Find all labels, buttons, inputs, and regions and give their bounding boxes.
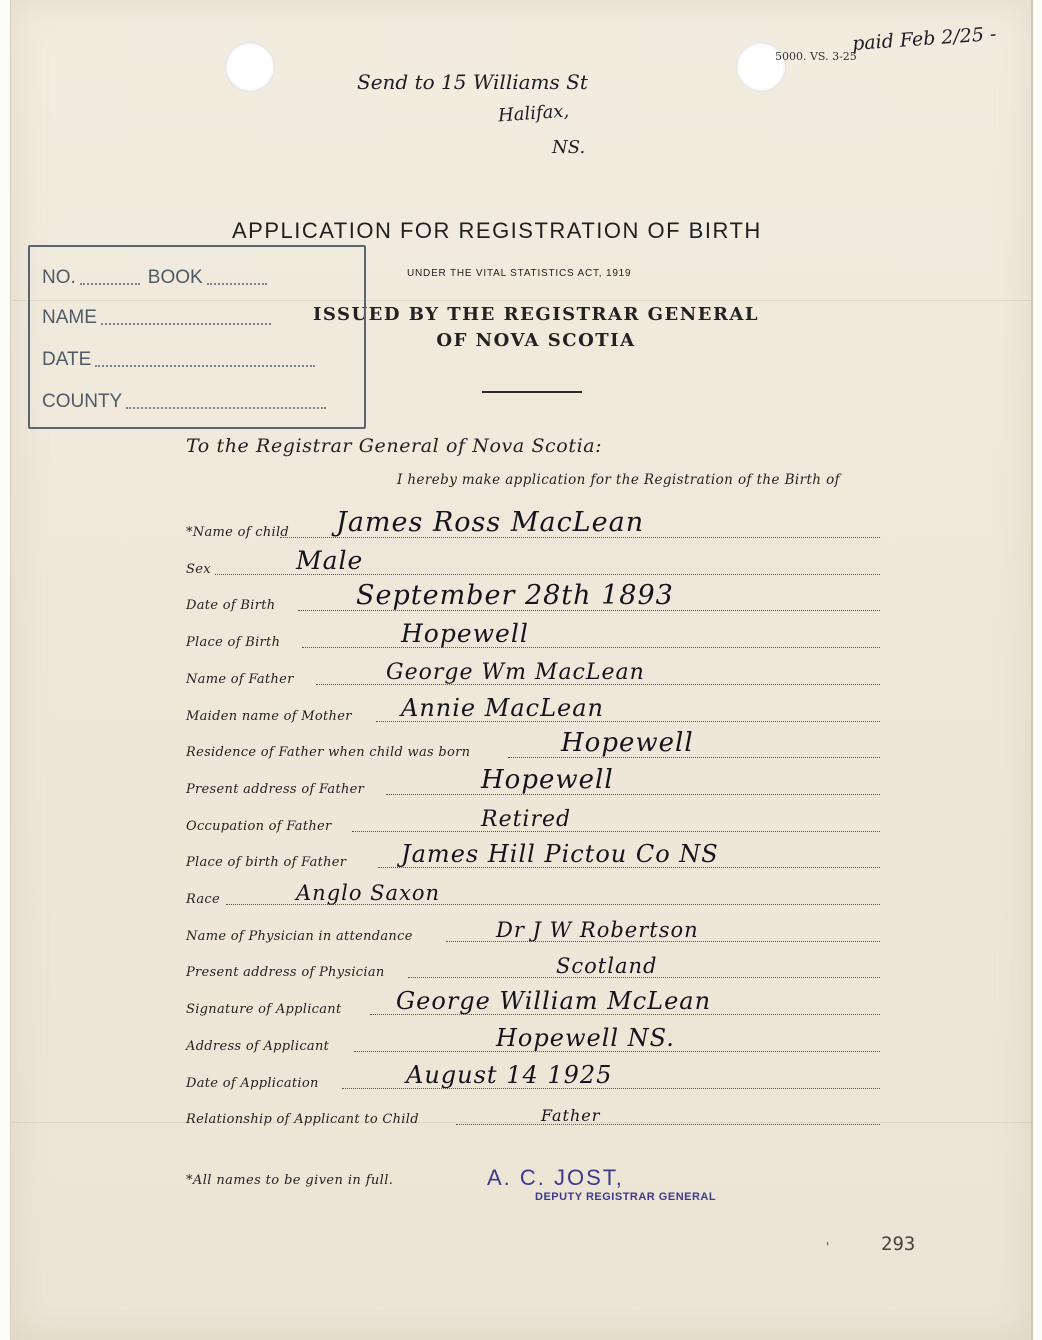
field-label: Address of Applicant bbox=[186, 1038, 330, 1054]
field-label: Present address of Father bbox=[186, 781, 365, 797]
office-use-stamp bbox=[28, 245, 366, 429]
form-field-row bbox=[186, 764, 880, 797]
issued-by-line-2: OF NOVA SCOTIA bbox=[436, 330, 636, 351]
stamp-no-line bbox=[80, 282, 140, 285]
stamp-county-line bbox=[126, 406, 326, 409]
punch-hole-left bbox=[225, 42, 275, 92]
field-handwritten-value: Father bbox=[541, 1106, 601, 1126]
field-label: Place of birth of Father bbox=[186, 855, 347, 871]
form-field-row bbox=[186, 917, 880, 944]
field-label: Name of Father bbox=[186, 671, 294, 687]
form-field-row bbox=[186, 840, 880, 871]
payment-note: paid Feb 2/25 - bbox=[851, 22, 998, 56]
form-field-row bbox=[186, 881, 880, 907]
field-handwritten-value: Retired bbox=[481, 806, 572, 832]
registrar-stamp-title: DEPUTY REGISTRAR GENERAL bbox=[535, 1191, 717, 1203]
send-to-line-2: Halifax, bbox=[497, 100, 570, 127]
print-code: 5000. VS. 3-25 bbox=[775, 50, 857, 63]
field-handwritten-value: Hopewell NS. bbox=[496, 1023, 675, 1052]
field-label: Race bbox=[186, 892, 221, 907]
send-to-line-1: Send to 15 Williams St bbox=[357, 70, 588, 94]
field-handwritten-value: Scotland bbox=[556, 954, 658, 979]
field-handwritten-value: George William McLean bbox=[396, 987, 712, 1016]
form-field-row bbox=[186, 987, 880, 1018]
form-field-row bbox=[186, 545, 880, 577]
field-handwritten-value: James Hill Pictou Co NS bbox=[401, 840, 719, 869]
stamp-date-label: DATE bbox=[42, 349, 92, 370]
field-label: Present address of Physician bbox=[186, 965, 385, 981]
field-label: Maiden name of Mother bbox=[186, 708, 352, 724]
field-label: Name of Physician in attendance bbox=[186, 928, 413, 944]
field-label: Residence of Father when child was born bbox=[186, 745, 471, 761]
field-handwritten-value: Anglo Saxon bbox=[296, 881, 441, 905]
stamp-book-line bbox=[207, 282, 267, 285]
form-field-row bbox=[186, 507, 880, 540]
page-number: 293 bbox=[881, 1233, 916, 1255]
registrar-stamp-name: A. C. JOST, bbox=[487, 1165, 624, 1190]
field-label: Occupation of Father bbox=[186, 818, 332, 834]
field-handwritten-value: September 28th 1893 bbox=[356, 580, 674, 612]
form-field-row bbox=[186, 693, 880, 724]
field-dotted-line bbox=[456, 1124, 880, 1125]
field-handwritten-value: Dr J W Robertson bbox=[496, 917, 699, 942]
form-field-row bbox=[186, 1060, 880, 1091]
form-field-row bbox=[186, 1107, 880, 1127]
form-field-row bbox=[186, 728, 880, 761]
salutation: To the Registrar General of Nova Scotia: bbox=[186, 435, 603, 457]
issued-by-line-1: ISSUED BY THE REGISTRAR GENERAL bbox=[312, 304, 760, 325]
field-handwritten-value: Hopewell bbox=[481, 764, 614, 795]
field-label: Relationship of Applicant to Child bbox=[186, 1112, 419, 1128]
stamp-date-line bbox=[95, 364, 315, 367]
form-title: APPLICATION FOR REGISTRATION OF BIRTH bbox=[232, 218, 762, 243]
field-label: Date of Birth bbox=[186, 598, 276, 614]
footnote: *All names to be given in full. bbox=[186, 1173, 394, 1188]
title-rule bbox=[482, 391, 582, 393]
form-field-row bbox=[186, 954, 880, 981]
field-label: Signature of Applicant bbox=[186, 1002, 342, 1018]
field-dotted-line bbox=[302, 647, 880, 648]
field-handwritten-value: Hopewell bbox=[561, 728, 694, 759]
field-label: Date of Application bbox=[186, 1075, 319, 1091]
field-label: *Name of child bbox=[186, 525, 290, 540]
stamp-name-label: NAME bbox=[42, 307, 97, 328]
field-handwritten-value: Annie MacLean bbox=[401, 693, 604, 722]
form-field-row bbox=[186, 580, 880, 614]
form-subtitle: UNDER THE VITAL STATISTICS ACT, 1919 bbox=[407, 268, 632, 279]
tick-mark: ' bbox=[826, 1240, 830, 1254]
field-handwritten-value: George Wm MacLean bbox=[386, 659, 645, 685]
field-handwritten-value: Male bbox=[296, 545, 364, 575]
stamp-name-line bbox=[101, 322, 271, 325]
field-handwritten-value: James Ross MacLean bbox=[336, 507, 645, 538]
field-label: Place of Birth bbox=[186, 635, 281, 651]
form-field-row bbox=[186, 1023, 880, 1054]
form-field-row bbox=[186, 806, 880, 834]
form-field-row bbox=[186, 619, 880, 651]
field-handwritten-value: Hopewell bbox=[401, 619, 529, 649]
intro-line: I hereby make application for the Registration of the Birth of bbox=[397, 472, 840, 488]
field-label: Sex bbox=[186, 561, 211, 577]
send-to-line-3: NS. bbox=[552, 137, 586, 158]
field-handwritten-value: August 14 1925 bbox=[406, 1060, 613, 1089]
stamp-no-label: NO. bbox=[42, 267, 76, 288]
stamp-county-label: COUNTY bbox=[42, 391, 123, 412]
stamp-book-label: BOOK bbox=[147, 267, 203, 288]
field-dotted-line bbox=[386, 794, 880, 795]
form-field-row bbox=[186, 659, 880, 687]
field-dotted-line bbox=[352, 831, 880, 832]
